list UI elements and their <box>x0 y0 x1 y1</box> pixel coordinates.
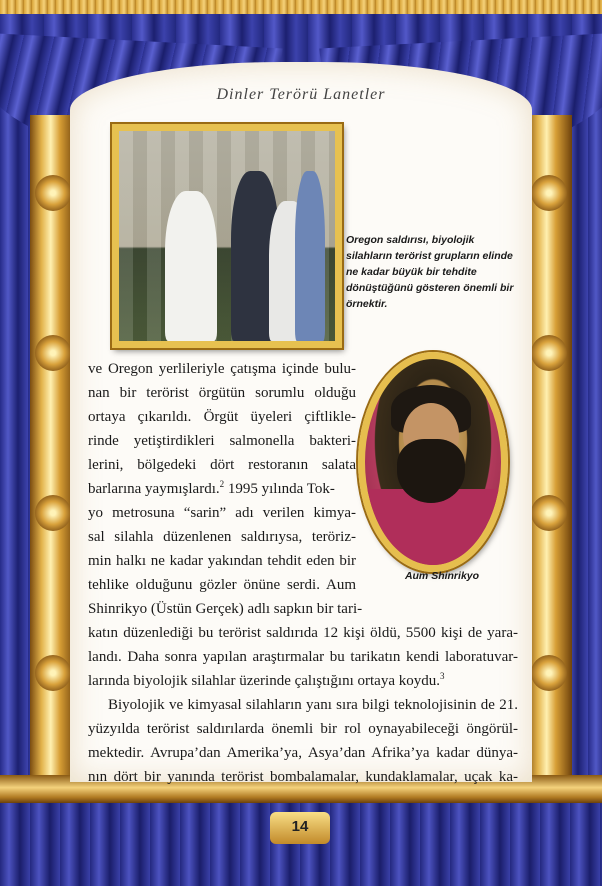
text-line: Shinrikyo (Üstün Gerçek) adlı sapkın bir tari- <box>88 601 363 617</box>
text-line: ortaya çıkarıldı. Örgüt üyeleri çiftlikle- <box>88 409 356 425</box>
gold-fringe-top <box>0 0 602 14</box>
column-ornament <box>35 335 71 371</box>
text-line: mektedir. Avrupa’dan Amerika’ya, Asya’dan Afrika’ya kadar dünya- <box>88 745 518 761</box>
text-line: ve Oregon yerlileriyle çatışma içinde bulu- <box>88 361 356 377</box>
text-line: min halkı ne kadar yakından tehdit eden bir <box>88 553 356 569</box>
text-line: landı. Daha sonra yapılan araştırmalar bu tarikatın kendi laboratuvar- <box>88 649 518 665</box>
photo-caption: Oregon saldırısı, biyolojik silahların terörist grupların elinde ne kadar büyük bir tehdite dönüştüğünü gösteren önemli bir örnektir. <box>346 234 514 310</box>
text-line: lerini, bölgedeki dört restoranın salata <box>88 457 356 473</box>
text-line: tehlike olduğunu gözler önüne serdi. Aum <box>88 577 356 593</box>
text-segment: larında biyolojik silahlar üzerinde çalıştığını ortaya koydu. <box>88 673 440 689</box>
portrait-beard <box>397 439 465 503</box>
column-ornament <box>35 495 71 531</box>
text-segment: barlarına yaymışlardı. <box>88 481 220 497</box>
running-header: Dinler Terörü Lanetler <box>216 86 386 103</box>
photo-figure-white-suit <box>165 191 217 341</box>
text-line <box>88 670 445 692</box>
text-line: katın düzenlediği bu terörist saldırıda 12 kişi öldü, 5500 kişi de yara- <box>88 625 518 641</box>
text-line: nan bir terörist örgütün sorumlu olduğu <box>88 385 356 401</box>
photo-oregon-attack <box>112 124 342 348</box>
page-number: 14 <box>291 818 309 835</box>
column-ornament <box>35 655 71 691</box>
portrait-caption: Aum Shinrikyo <box>404 570 480 582</box>
column-ornament <box>531 335 567 371</box>
text-line <box>88 478 356 500</box>
portrait-aum-shinrikyo <box>358 352 508 572</box>
gold-column-right <box>526 115 572 805</box>
text-line: Biyolojik ve kimyasal silahların yanı sıra bilgi teknolojisinin de 21. <box>108 697 518 713</box>
text-line: yo metrosuna “sarin” adı verilen kimya- <box>88 505 356 521</box>
footnote-marker: 3 <box>440 671 445 681</box>
text-line: sal silahla düzenlenen saldırıysa, teröriz- <box>88 529 356 545</box>
column-ornament <box>531 655 567 691</box>
text-segment: 1995 yılında Tok- <box>224 481 335 497</box>
footnote-marker: 2 <box>219 479 225 489</box>
column-ornament <box>531 175 567 211</box>
photo-figure-blue <box>295 171 325 341</box>
text-line: yüzyılda terörist saldırılarda önemli bir rol oynayabileceği öngörül- <box>88 721 518 737</box>
column-ornament <box>531 495 567 531</box>
column-ornament <box>35 175 71 211</box>
text-line: nın dört bir yanında terörist bombalamalar, kundaklamalar, uçak ka- <box>88 769 518 785</box>
text-line: rinde yetiştirdikleri salmonella bakteri- <box>88 433 356 449</box>
